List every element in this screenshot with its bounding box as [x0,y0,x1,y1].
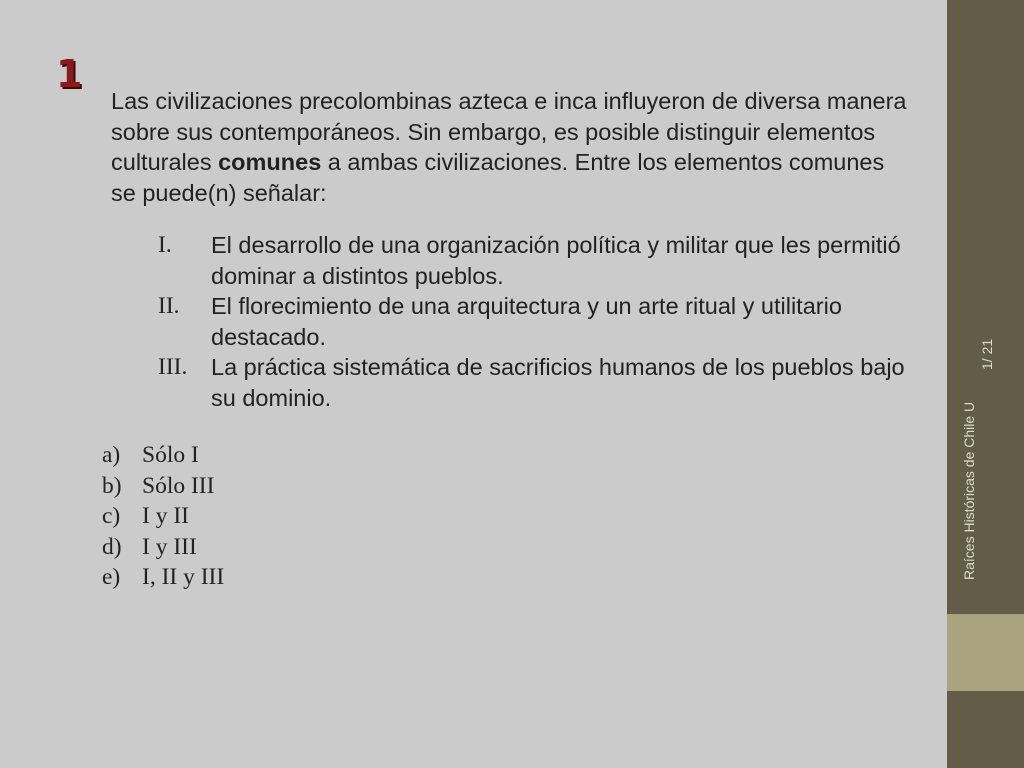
statement-item [158,352,918,413]
question-number: 1 [56,52,83,96]
statement-list [158,230,918,413]
stem-text-before: Las civilizaciones precolombinas azteca e inca influyeron de diversa manera sobre sus contemporáneos. Sin embargo, es posible distinguir elementos culturales [111,88,907,175]
option-letter: d) [102,533,122,560]
vertical-footer [960,280,996,580]
option-text: Sólo III [142,472,215,499]
sidebar-accent-block [947,614,1024,691]
option-text: I y III [142,533,197,560]
option-letter: b) [102,472,122,499]
statement-numeral: II. [158,293,180,319]
statement-item [158,230,918,291]
answer-option [102,562,224,593]
statement-text: La práctica sistemática de sacrificios humanos de los pueblos bajo su dominio. [211,354,905,411]
stem-text-after: a ambas civilizaciones. Entre los elementos comunes se puede(n) señalar: [111,149,885,206]
statement-text: El florecimiento de una arquitectura y un arte ritual y utilitario destacado. [211,293,842,350]
stem-bold-word: comunes [218,149,322,175]
option-text: I y II [142,503,189,529]
answer-option [102,501,224,532]
option-text: Sólo I [142,442,199,468]
statement-text: El desarrollo de una organización política y militar que les permitió dominar a distintos pueblos. [211,232,901,289]
option-letter: e) [102,564,121,590]
footer-title: Raíces Históricas de Chile U [961,401,977,580]
option-letter: a) [102,442,121,468]
answer-option [102,532,224,563]
slide-page-number: 1/ 21 [979,338,995,370]
answer-option [102,440,224,471]
statement-numeral: I. [158,232,172,258]
statement-item [158,291,918,352]
option-letter: c) [102,503,121,529]
statement-numeral: III. [158,354,188,380]
question-stem [111,86,911,208]
answer-option [102,471,224,502]
answer-options [102,440,224,593]
option-text: I, II y III [142,564,225,590]
